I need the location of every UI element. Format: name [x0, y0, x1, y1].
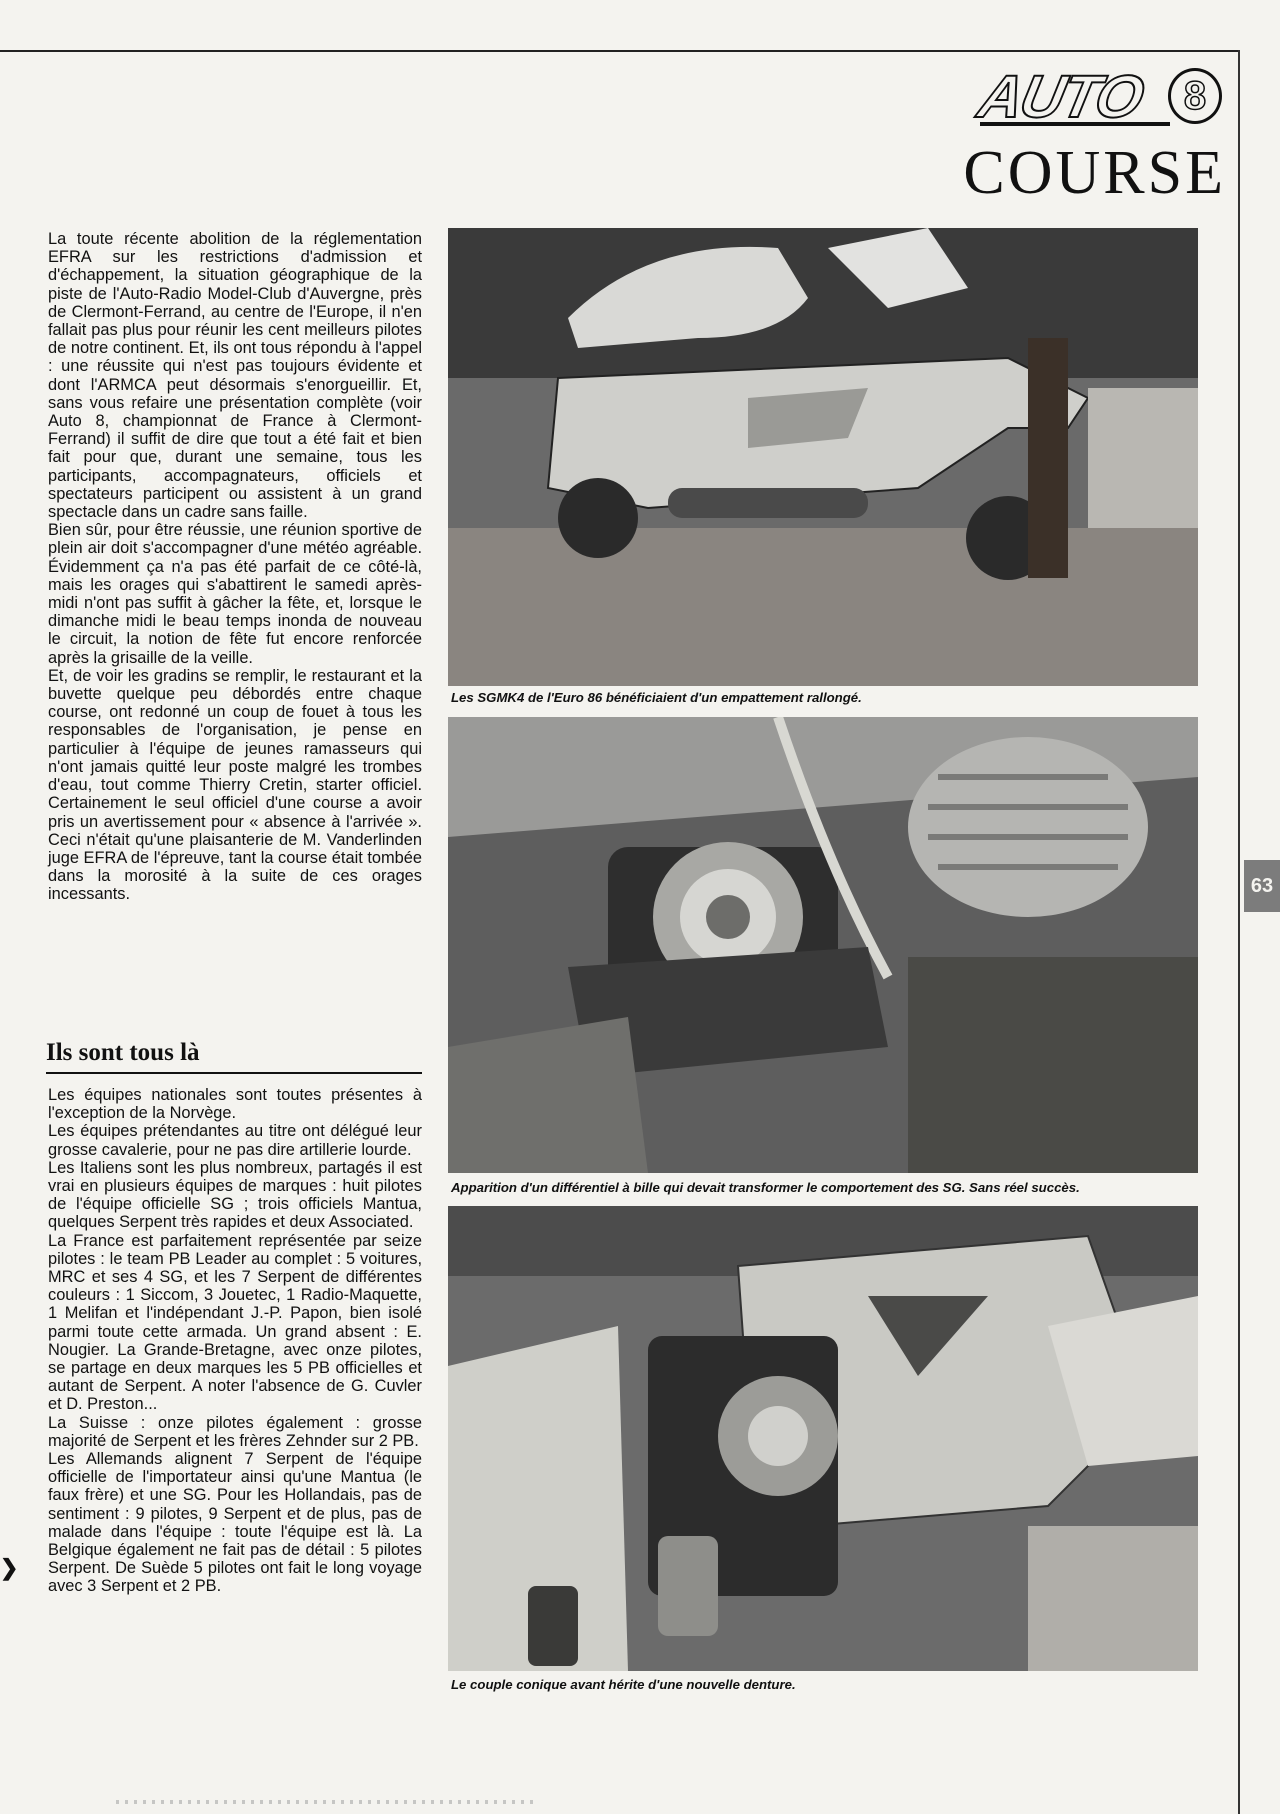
edge-mark: ❯	[0, 1555, 19, 1580]
subheading: Ils sont tous là	[46, 1038, 422, 1074]
logo-number: 8	[1168, 68, 1222, 124]
photo-caption: Les SGMK4 de l'Euro 86 bénéficiaient d'un empattement rallongé.	[451, 690, 862, 705]
paragraph: Les Allemands alignent 7 Serpent de l'équipe officielle de l'importateur ainsi qu'une Mantua (le faux frère) et une SG. Pour les Hollandais, pas de sentiment : 9 pilotes, 9 Serpent et de plus, pas de malade dans l'équipe : toute l'équipe est là. La Belgique également ne fait pas de détail : 5 pilotes Serpent. De Suède 5 pilotes ont fait le long voyage avec 3 Serpent et 2 PB.	[48, 1450, 422, 1596]
logo-underline	[980, 122, 1170, 126]
section-title: COURSE	[963, 139, 1226, 207]
paragraph: La toute récente abolition de la réglementation EFRA sur les restrictions d'admission et d'échappement, la situation géographique de la piste de l'Auto-Radio Model-Club d'Auvergne, près de Clermont-Ferrand, au centre de l'Europe, il n'en fallait pas plus pour réunir les cent meilleurs pilotes de notre continent. Et, ils ont tous répondu à l'appel : une réussite qui n'est pas toujours évidente et dont l'ARMCA peut désormais s'enorgueillir. Et, sans vous refaire une présentation complète (voir Auto 8, championnat de France à Clermont-Ferrand) il suffit de dire que tout a été fait et bien fait pour que, durant une semaine, tous les participants, accompagnateurs, officiels et spectateurs participent ou assistent à un grand spectacle dans un cadre sans faille.	[48, 230, 422, 522]
paragraph: Les équipes prétendantes au titre ont délégué leur grosse cavalerie, pour ne pas dire artillerie lourde.	[48, 1122, 422, 1159]
logo-wordmark: AUTO	[972, 63, 1149, 130]
paragraph: Et, de voir les gradins se remplir, le restaurant et la buvette quelque peu débordés entre chaque course, ont redonné un coup de fouet à tous les responsables de l'organisation, je pense en particulier à l'équipe de jeunes ramasseurs qui n'ont jamais quitté leur poste malgré les trombes d'eau, tout comme Thierry Cretin, starter officiel. Certainement le seul officiel d'une course a avoir pris un avertissement pour « absence à l'arrivée ». Ceci n'était qu'une plaisanterie de M. Vanderlinden juge EFRA de l'épreuve, tant la course était tombée dans la morosité à la suite de ces orages incessants.	[48, 666, 422, 904]
photo-bevel-gear	[448, 1206, 1198, 1671]
paragraph: La Suisse : onze pilotes également : grosse majorité de Serpent et les frères Zehnder sur 2 PB.	[48, 1413, 422, 1450]
paragraph: Bien sûr, pour être réussie, une réunion sportive de plein air doit s'accompagner d'une météo agréable. Évidemment ça n'a pas été parfait de ce côté-là, mais les orages qui s'abattirent le samedi après-midi n'ont pas suffit à gâcher la fête, et, lorsque le dimanche midi le beau temps inonda de nouveau le circuit, la notion de fête fut encore renforcée après la grisaille de la veille.	[48, 521, 422, 667]
scan-artifact	[116, 1800, 536, 1804]
paragraph: Les équipes nationales sont toutes présentes à l'exception de la Norvège.	[48, 1086, 422, 1123]
paragraph: La France est parfaitement représentée par seize pilotes : le team PB Leader au complet : 5 voitures, MRC et ses 4 SG, et les 7 Serpent de différentes couleurs : 1 Siccom, 3 Jouetec, 1 Radio-Maquette, 1 Melifan et l'indépendant J.-P. Papon, bien isolé parmi toute cette armada. Un grand absent : E. Nougier. La Grande-Bretagne, avec onze pilotes, se partage en deux marques les 5 PB officielles et autant de Serpent. A noter l'absence de G. Cuvler et D. Preston...	[48, 1231, 422, 1414]
photo-differential	[448, 717, 1198, 1173]
article-teams-text	[48, 1086, 422, 1596]
paragraph: Les Italiens sont les plus nombreux, partagés il est vrai en plusieurs équipes de marques : huit pilotes de l'équipe officielle SG ; trois officiels Mantua, quelques Serpent très rapides et deux Associated.	[48, 1158, 422, 1232]
magazine-logo	[972, 63, 1224, 130]
photo-caption: Apparition d'un différentiel à bille qui devait transformer le comportement des SG. Sans réel succès.	[451, 1180, 1080, 1195]
photo-chassis-on-bench	[448, 228, 1198, 686]
right-margin-rule	[1238, 50, 1240, 1814]
photo-caption: Le couple conique avant hérite d'une nouvelle denture.	[451, 1677, 796, 1692]
top-rule	[0, 50, 1240, 52]
page-number: 63	[1244, 860, 1280, 912]
article-intro-text	[48, 230, 422, 904]
